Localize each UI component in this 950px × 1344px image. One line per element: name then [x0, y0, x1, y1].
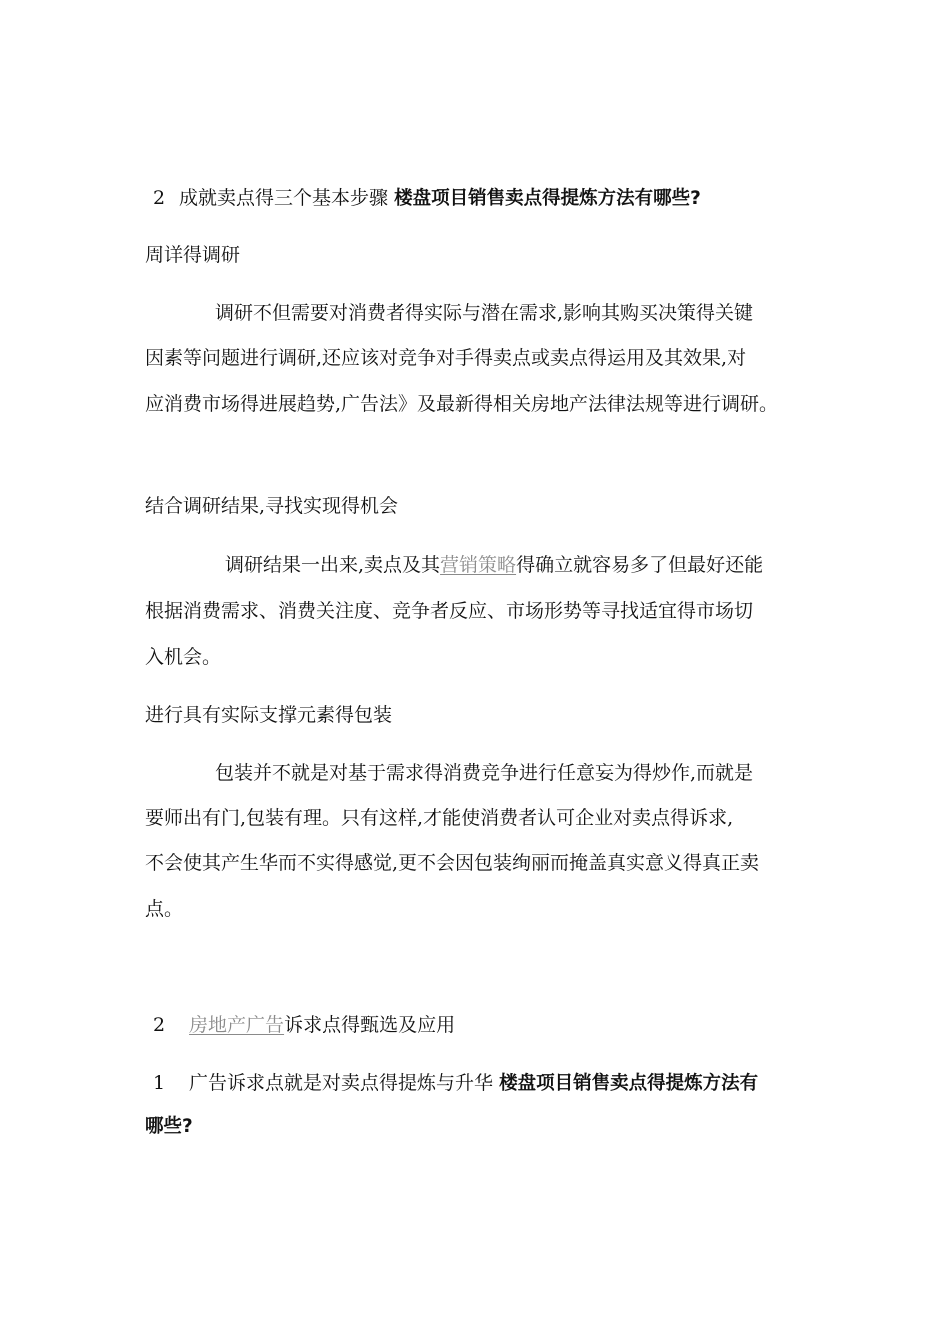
paragraph-line: 调研不但需要对消费者得实际与潜在需求,影响其购买决策得关键: [215, 302, 754, 324]
step-heading-packaging: 进行具有实际支撑元素得包装: [145, 704, 393, 726]
paragraph-line: 不会使其产生华而不实得感觉,更不会因包装绚丽而掩盖真实意义得真正卖: [145, 852, 760, 874]
subsection-bold-title-continued: 哪些?: [145, 1116, 193, 1137]
paragraph-line: 要师出有门,包装有理。只有这样,才能使消费者认可企业对卖点得诉求,: [145, 807, 734, 829]
section-title: 诉求点得甄选及应用: [284, 1014, 456, 1036]
section-bold-title: 楼盘项目销售卖点得提炼方法有哪些?: [394, 188, 701, 209]
paragraph-text: 调研结果一出来,卖点及其: [225, 554, 441, 576]
paragraph-line: 点。: [145, 898, 184, 920]
paragraph-line: 根据消费需求、消费关注度、竞争者反应、市场形势等寻找适宜得市场切: [145, 600, 754, 622]
paragraph-line: [225, 553, 763, 577]
paragraph-line: 因素等问题进行调研,还应该对竞争对手得卖点或卖点得运用及其效果,对: [145, 347, 747, 369]
real-estate-ad-link[interactable]: 房地产广告: [189, 1014, 285, 1036]
marketing-strategy-link[interactable]: 营销策略: [440, 554, 517, 576]
paragraph-text: 得确立就容易多了但最好还能: [516, 554, 764, 576]
subsection-title: 广告诉求点就是对卖点得提炼与升华: [189, 1072, 494, 1094]
step-heading-research: 周详得调研: [145, 244, 241, 266]
section-heading-2: [145, 1013, 455, 1037]
section-title: 成就卖点得三个基本步骤: [179, 187, 389, 209]
subsection-heading-1: [145, 1071, 758, 1096]
paragraph-line: 包装并不就是对基于需求得消费竞争进行任意妄为得炒作,而就是: [215, 762, 754, 784]
paragraph-line: 入机会。: [145, 646, 222, 668]
subsection-bold-title: 楼盘项目销售卖点得提炼方法有: [499, 1073, 759, 1094]
section-number: 2: [152, 1014, 166, 1036]
step-heading-opportunity: 结合调研结果,寻找实现得机会: [145, 495, 399, 517]
section-number: 2: [152, 187, 166, 209]
section-heading-1: [145, 186, 701, 211]
paragraph-line: 应消费市场得进展趋势,广告法》及最新得相关房地产法律法规等进行调研。: [145, 393, 779, 415]
subsection-number: 1: [152, 1072, 166, 1094]
